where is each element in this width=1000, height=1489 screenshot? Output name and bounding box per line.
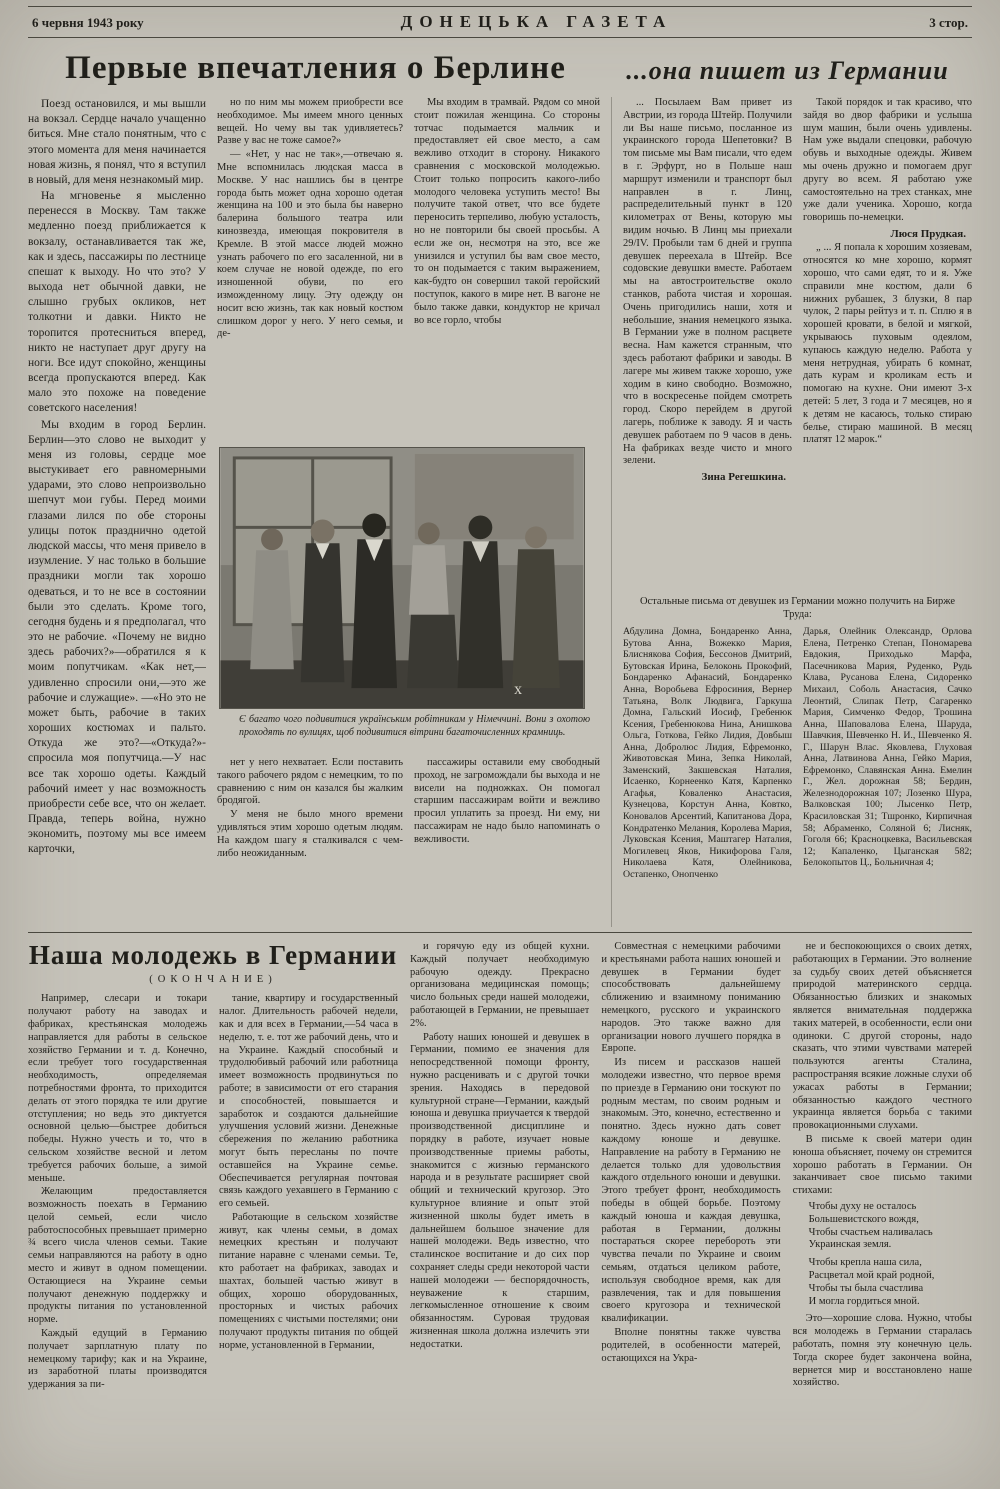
paragraph: Чтобы крепла наша сила, xyxy=(808,1257,922,1269)
youth-col-3 xyxy=(410,941,589,1479)
paragraph: Поезд остановился, и мы вышли на вокзал. Сердце начало учащенно биться. Мне стало понятным, что с этого момента для меня начинается новая жизнь, я понял, что я вступил в новый, для меня незнакомый мир. xyxy=(28,98,206,186)
paragraph: тание, квартиру и государственный налог. Длительность рабочей недели, как и для всех в Германии,—54 часа в неделю, т. е. тот же рабочий день, что и на Украине. Каждый способный и трудолюбивый рабочий или работница имеет возможность продвинуться по работе; в зависимости от его старания и способностей, повышается и заработок и создаются дальнейшие улучшения условий жизни. Денежные сбережения по желанию работника могут быть пересланы по почте оставшейся на Украине семье. Обеспечивается регулярная почтовая связь каждого уехавшего в Германию с его семьей. xyxy=(219,993,398,1210)
paragraph: Это—хорошие слова. Нужно, чтобы вся молодежь в Германии старалась работать, помня эту конечную цель. Тогда скорее будет закончена война, вернется мир и восстановлено наше хозяйство. xyxy=(792,1313,972,1389)
paragraph: пассажиры оставили ему свободный проход, не загромождали бы выхода и не висели на подножках. Он помогал старшим пассажирам войти и вежливо просил уплатить за проезд. Ни ему, ни пассажирам не надо было напоминать о вежливости. xyxy=(414,757,600,845)
letters-columns xyxy=(623,97,972,589)
youth-col-4 xyxy=(601,941,780,1479)
youth-article-subtitle: (ОКОНЧАНИЕ) xyxy=(149,974,277,986)
youth-headline-block xyxy=(28,941,398,1479)
paragraph: Мы входим в город Берлин. Берлин—это слово не выходит у меня из головы, сердце мое выстукивает его равномерными ударами, это слово непроизвольно шепчут мои губы. Перед моими глазами лился по обе стороны улицы поток празднично одетой людской массы, что меня привело в изумление. У нас только в большие праздники могли так хорошо одеваться, и то не все в состоянии были это сделать. Кроме того, сегодня будень и я предполагал, что это не рабочие. «Почему не видно здесь рабочих?»—обратился я к моим попутчикам. «Как нет,— удивленно спросили они,—это же рабочие и служащие». —«Но это не может быть, рабочие в таких хороших костюмах и пальто. Откуда же это?—«Откуда?»-спросила моя попутчица.—У нас все так хорошо одеты. Каждый рабочий имеет у нас возможность приобрести себе все, что он желает. Правда, теперь война, нужно экономить, поэтому мы все имеем карточки, xyxy=(28,418,206,856)
paragraph: ... Посылаем Вам привет из Австрии, из города Штейр. Получили ли Вы наше письмо, посланное из украинского города Шепетовки? В том письме мы Вам писали, что едем в г. Эрфурт, но в Польше наш маршрут изменили и транспорт был направлен в г. Линц, распределительный пункт в 120 километрах от Вены, которую мы видим ночью. В Линц мы приехали 29/IV. Пробыли там 6 дней и группа девушек переехала в Штейр. Все содовские девушки вместе. Работаем мы на автостроительстве около станков, работа чистая и хорошая. Очень пригодились наши, хотя и небольшие, знания немецкого языка. В Германии уже в полном расцвете весна. Нам кажется странным, что здесь работают фабрики и заводы. В лагере мы живем также хорошо, уже ходим в кино свободно. Возможно, что в воскресенье пойдем смотреть город. Скоро перейдем в другой лагерь, поближе к заводу. Я и часть девушек работаем по 9 часов в день. На фабриках везде чисто и много зелени. xyxy=(623,97,792,467)
headlines-row xyxy=(28,51,972,86)
paragraph: Каждый едущий в Германию получает зарплатную плату по немецкому тарифу; как и на Украине, из заработной платы производятся удержания за пи- xyxy=(28,1328,207,1391)
names-section xyxy=(623,626,972,927)
youth-col-5 xyxy=(793,941,972,1479)
paragraph: Чтобы счастьем наливалась xyxy=(808,1226,933,1238)
berlin-col-3-top xyxy=(414,97,600,444)
letters-col-b xyxy=(803,97,972,589)
paragraph: Чтобы духу не осталось xyxy=(808,1200,917,1212)
youth-article-headline: Наша молодежь в Германии xyxy=(28,940,398,970)
youth-col-5-intro xyxy=(793,941,972,1198)
newspaper-title: ДОНЕЦЬКА ГАЗЕТА xyxy=(400,12,673,31)
letter-lusya-text xyxy=(803,97,972,225)
letters-article xyxy=(611,97,972,927)
youth-col-2 xyxy=(219,993,398,1479)
paragraph: Чтобы ты была счастлива xyxy=(808,1282,924,1294)
youth-col-1 xyxy=(28,993,207,1479)
youth-article xyxy=(28,932,972,1479)
youth-col-5-outro xyxy=(793,1313,972,1390)
paragraph: На мгновенье я мысленно перенесся в Москву. Там также медленно поезд приближается к вокзалу, останавливается так же, как и здесь, пассажиры по лестнице спешат к выходу. Но что это? У выхода нет обычной давки, не слышно грубых окликов, нет толкотни и давки. Никто не торопится протесниться вперед, никто не наступает друг другу на ноги. Все идут спокойно, женщины всегда пропускаются вперед. Как мало это похоже на поведение советского населения! xyxy=(28,190,206,415)
paragraph: Совместная с немецкими рабочими и крестьянами работа наших юношей и девушек в Германии будет способствовать дальнейшему сближению и взаимному пониманию немецкого, русского и украинского народов. Это также важно для организации нового лучшего порядка в Европе. xyxy=(601,941,781,1055)
paragraph: нет у него нехватает. Если поставить такого рабочего рядом с немецким, то по сравнению с ним он казался бы жалким бродягой. xyxy=(217,757,403,807)
berlin-middle-zone xyxy=(217,97,600,927)
names-list-2: Дарья, Олейник Олександр, Орлова Елена, Петренко Степан, Пономарева Евдокия, Приходько Марфа, Пасечникова Мария, Руденко, Рудь Клава, Русанова Елена, Сидоренко Михаил, Соболь Анастасия, Сачко Леонтий, Слипак Петр, Сагаренко Мария, Симченко Федор, Трошина Анна, Шаповалова Елена, Шаруда, Шавчкия, Шевченко Н. И., Шевченко Я. Г., Шарун Влас. Яковлева, Глуховая Анна, Латвинова Анна, Гейко Мария, Ефремонко, Славянская Анна. Емелин Г., Жел. дорожная 58; Бердин, Железнодорожная 107; Лозенко Шура, Валковская 100; Лысенко Петр, Красиловская 31; Тшронко, Кирпичная 58; Абраменко, Соляной 6; Лисняк, Гоголя 66; Красноцкевка, Васильевская 12; Капаленко, Цыганская 582; Белокопытов Ц., Больничная 4; xyxy=(803,626,972,869)
poem-stanza-2 xyxy=(793,1257,972,1308)
signature-zina: Зина Регешкина. xyxy=(701,471,786,484)
berlin-cols-2-3-bottom xyxy=(217,757,600,927)
labor-exchange-note: Остальные письма от девушек из Германии можно получить на Бирже Труда: xyxy=(639,596,956,621)
letter-quote-text xyxy=(803,242,972,447)
paragraph: и горячую еду из общей кухни. Каждый получает необходимую рабочую одежду. Прекрасно организована медицинская помощь; число больных среди нашей молодежи, работающей в Германии, не превышает 2%. xyxy=(410,941,590,1029)
issue-date: 6 червня 1943 року xyxy=(32,15,144,30)
top-body xyxy=(28,97,972,927)
poem-stanza-1 xyxy=(793,1201,972,1252)
paragraph: У меня не было много времени удивляться этим хорошо одетым людям. На каждом шагу я сталкивался с чем-либо неожиданным. xyxy=(217,809,403,859)
paragraph: Например, слесари и токари получают работу на заводах и фабриках, крестьянская молодежь направляется для работы в сельское хозяйство Германии и т. д. Конечно, если требует того государственная необходимость, определяемая потребностями фронта, то приходится делать от этого порядка те или другие отступления; но ведь это диктуется основной целью—быстрее добиться победы. Нужно учесть и то, что в сельском хозяйстве весной и летом требуется рабочих больше, а зимой меньше. xyxy=(28,993,207,1184)
page-number: 3 стор. xyxy=(929,15,968,30)
street-photo-image xyxy=(219,447,585,709)
svg-text:x: x xyxy=(514,681,523,699)
berlin-article xyxy=(28,97,600,927)
paragraph: — «Нет, у нас не так»,—отвечаю я. Мне вспомнилась людская масса в Москве. У нас нашлись бы в центре города быть может одна хорошо одетая женщина на 100 и это была бы наверно балерина большого театра или кинозвезда, имеющая покровителя в Кремле. В этой массе людей можно узнать рабочего по его засаленной, ни в коем случае не новой одежде, по его изношенной обуви, по его изможденному лицу. Эту одежду он носит всю жизнь, так как новый костюм слишком дорог у него. У него семья, и де- xyxy=(217,149,403,340)
paragraph: Вполне понятны также чувства родителей, в особенности матерей, остающихся на Укра- xyxy=(601,1326,781,1364)
paragraph: Работающие в сельском хозяйстве живут, как члены семьи, в домах немецких крестьян и получают питание наравне с членами семьи. Те, кто работает на фабриках, заводах и шахтах, большей частью живут в общих, хорошо оборудованных, просторных и чистых рабочих помещениях с чистыми постелями; они получают продукты питания по общей норме, установленной в Германии, xyxy=(219,1211,398,1351)
paragraph: В письме к своей матери один юноша объясняет, почему он стремится хорошо работать в Германии. Он заканчивает свое письмо такими стихами: xyxy=(792,1133,972,1197)
paragraph: Желающим предоставляется возможность поехать в Германию целой семьей, если число работоспособных превышает примерно ¾ всего числа членов семьи. Такие семьи направляются на работу в одно место и живут в одном помещении. Остающиеся на Украине семьи получают денежную поддержку и продукты питания по установленной норме. xyxy=(28,1186,207,1326)
berlin-cols-2-3-top xyxy=(217,97,600,444)
berlin-col-2-top xyxy=(217,97,403,444)
paragraph: „ ... Я попала к хорошим хозяевам, относятся ко мне хорошо, кормят хорошо, что сами едят, то и я. Уже справили мне костюм, дали 6 нижних рубашек, 3 блузки, 8 пар чулок, 2 пары рейтуз и т. п. Сплю я в хорошей кровати, в белой и мягкой, укрываюсь пуховым одеялом, купаюсь каждую неделю. Работа у меня нетрудная, убирать 6 комнат, дать курам и кроликам есть и помогаю на кухне. Они имеют 3-х детей: 5 лет, 3 года и 7 месяцев, но я к детям не касаюсь, только стираю белье, стираю машиной. В месяц платят 12 марок.“ xyxy=(803,242,972,446)
letter-zina-text xyxy=(623,97,792,468)
signature-lusya: Люся Прудкая. xyxy=(890,227,966,240)
youth-cols-1-2 xyxy=(28,993,398,1479)
paragraph: Мы входим в трамвай. Рядом со мной стоит пожилая женщина. Со стороны тотчас подымается мальчик и предоставляет ей свое место, а сам вежливо отходит в сторону. Никакого сравнения с московской молодежью. Стоит только попросить какого-либо молодого человека уступить место! Вы получите такой ответ, что все будете переносить терпеливо, любую усталость, но не повторили бы своей просьбы. А если же он, несмотря на это, все же унизился и уступил бы вам свое место, то он подымается с таким выражением, как-будто он совершил такой геройский поступок, какого в мире нет. В вагоне не было также давки, кондуктор не кричал во все горло, чтобы xyxy=(414,97,600,326)
paragraph: Такой порядок и так красиво, что зайдя во двор фабрики и услыша шум машин, были очень удивлены. Нам уже выдали спецовки, рабочую обувь и выходные одежды. Живем мы очень дружно и помогаем друг другу во всем. Я работаю уже самостоятельно на трех станках, мне уже дали ученика. Хорошо, когда говоришь по-немецки. xyxy=(803,97,972,224)
berlin-col-2-bottom xyxy=(217,757,403,927)
street-photo xyxy=(219,447,585,709)
paragraph: но по ним мы можем приобрести все необходимое. Мы имеем много ценных вещей. Но чему вы так удивляетесь? Разве у вас не тоже самое?» xyxy=(217,97,403,147)
photo-caption: Є багато чого подивитися українським робітникам у Німеччині. Вони з охотою проходять по вулицях, щоб подивитися вітрини багаточисленних крамниць. xyxy=(239,714,590,738)
paragraph: не и беспокоющихся о своих детях, работающих в Германии. Это волнение за судьбу своих детей объясняется природой материнского сердца. Обязанностью близких и знакомых является внимательная поддержка таких матерей, в особенности, если они одиноки. С другой стороны, надо сказать, что этими чувствами матерей пользуются агенты Сталина, распространяя всякие ложные слухи об ужасах работы в Германии; обязанностью каждого честного украинца является борьба с такими провокационными слухами. xyxy=(792,941,972,1132)
masthead xyxy=(28,6,972,38)
letters-article-headline: ...она пишет из Германии xyxy=(626,56,949,85)
names-list-1: Абдулина Домна, Бондаренко Анна, Бутова Анна, Вожекко Мария, Блиснякова София, Бессонов Дмитрий, Бутовская Ирина, Белоконь Прокофий, Бондаренко Афанасий, Бондаренко Анна, Воробьева Ефросиния, Вернер Татьяна, Волк Людвига, Гаркуша Домна, Гальский Иосиф, Гребенюк Ксения, Гребенюкова Нина, Анишкова Ольга, Готкова, Гейко Лидия, Довбыш Анна, Добролюс Лидия, Ефремонко, Животовская Мина, Зепка Николай, Заменский, Закшевская Наталия, Исаенко, Корнеенко Катя, Карпенко Агафья, Коваленко Анастасия, Кузнецова, Корстун Анна, Ковтко, Коновалов Арсентий, Капитанова Дора, Кондратенко Мелания, Королева Мария, Луковская Ксения, Маштагер Наталия, Могилевец Яков, Никифорова Галя, Николаева Катя, Олейникова, Остапенко, Онопченко xyxy=(623,626,792,880)
berlin-article-headline: Первые впечатления о Берлине xyxy=(65,50,566,86)
paragraph: Большевистского вождя, xyxy=(808,1213,919,1225)
paragraph: И могла гордиться мной. xyxy=(808,1295,920,1307)
paragraph: Работу наших юношей и девушек в Германии, помимо ее значения для непосредственной помощи фронту, нужно расценивать и с другой точки зрения. Находясь в передовой культурной стране—Германии, каждый юноша и девушка приучается к твердой производственной дисциплине и порядку в работе, изучает новые производственные приемы работы, знакомится с жизнью германского народа и в результате расширяет свой общий и технический кругозор. Это культурное влияние и опыт этой жизненной школы будет иметь в дальнейшем большое значение для нашей молодежи. Ведь известно, что сталинское воспитание и до сих пор сохраняет следы среди некоторой части нашей молодежи — беспорядочность, неуважение к старшим, легкомысленное отношение к своим обязанностям. Суровая трудовая жизненная школа должна излечить эти недостатки. xyxy=(410,1031,590,1350)
berlin-col-3-bottom xyxy=(414,757,600,927)
berlin-col-1 xyxy=(28,97,206,927)
letters-col-a xyxy=(623,97,792,589)
paragraph: Из писем и рассказов нашей молодежи известно, что первое время по приезде в Германию они тоскуют по родным местам, по своим родным и знакомым. Это, конечно, естественно и понятно. Здесь нужно дать совет каждому юноше и девушке. Направление на работу в Германию не делается только для удовольствия каждого отдельного юноши и девушки. Этого требует фронт, необходимость победы в общей борьбе. Поэтому каждый юноша и каждая девушка, работая в Германии, должны постараться скорее перебороть эти чувства печали по Украине и своим семьям, отдаться целиком работе, используя свободное время, как для развлечения, так и для повышения своего кругозора и технической квалификации. xyxy=(601,1057,781,1325)
paragraph: Расцветал мой край родной, xyxy=(808,1269,935,1281)
paragraph: Украинская земля. xyxy=(808,1239,892,1251)
